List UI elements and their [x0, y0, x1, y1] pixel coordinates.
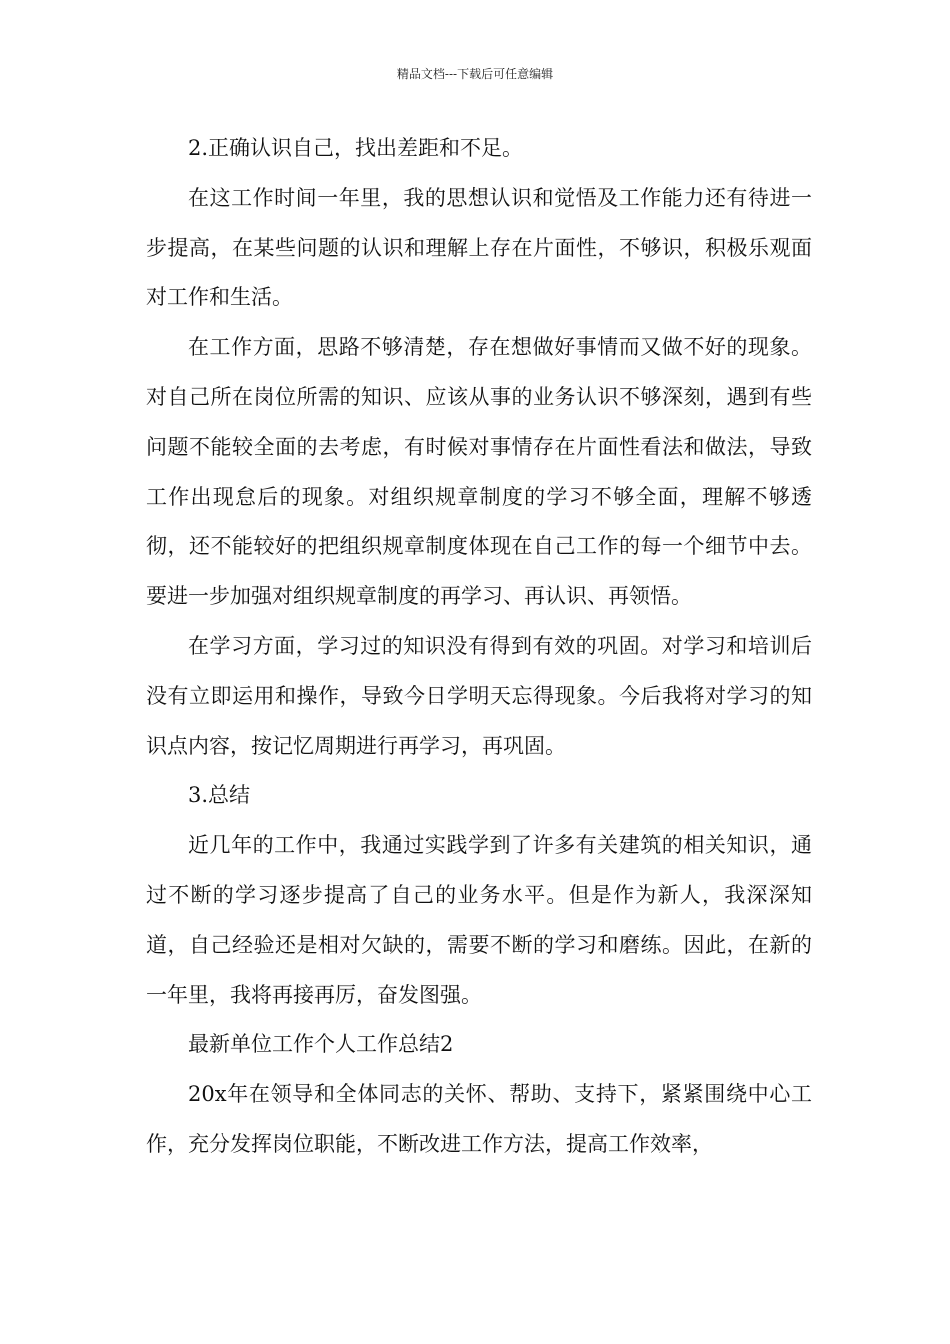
paragraph-summary: 近几年的工作中，我通过实践学到了许多有关建筑的相关知识，通过不断的学习逐步提高了自己的业务水平。但是作为新人，我深深知道，自己经验还是相对欠缺的，需要不断的学习和磨练。因此，在新的一年里，我将再接再厉，奋发图强。 [146, 833, 812, 1007]
section-heading-self-awareness: 2.正确认识自己，找出差距和不足。 [188, 136, 524, 160]
paragraph-study-aspect: 在学习方面，学习过的知识没有得到有效的巩固。对学习和培训后没有立即运用和操作，导致今日学明天忘得现象。今后我将对学习的知识点内容，按记忆周期进行再学习，再巩固。 [146, 633, 812, 758]
page-header: 精品文档---下载后可任意编辑 [396, 67, 554, 81]
paragraph-summary-2-intro: 20x年在领导和全体同志的关怀、帮助、支持下，紧紧围绕中心工作，充分发挥岗位职能，不断改进工作方法，提高工作效率， [146, 1082, 812, 1156]
paragraph-work-aspect: 在工作方面，思路不够清楚，存在想做好事情而又做不好的现象。对自己所在岗位所需的知识、应该从事的业务认识不够深刻，遇到有些问题不能较全面的去考虑，有时候对事情存在片面性看法和做法，导致工作出现怠后的现象。对组织规章制度的学习不够全面，理解不够透彻，还不能较好的把组织规章制度体现在自己工作的每一个细节中去。要进一步加强对组织规章制度的再学习、再认识、再领悟。 [146, 335, 812, 609]
section-heading-summary: 3.总结 [188, 783, 251, 808]
document-body [146, 124, 812, 1170]
section-heading-summary-2: 最新单位工作个人工作总结2 [188, 1032, 454, 1057]
paragraph-work-year: 在这工作时间一年里，我的思想认识和觉悟及工作能力还有待进一步提高，在某些问题的认识和理解上存在片面性，不够识，积极乐观面对工作和生活。 [146, 185, 812, 310]
